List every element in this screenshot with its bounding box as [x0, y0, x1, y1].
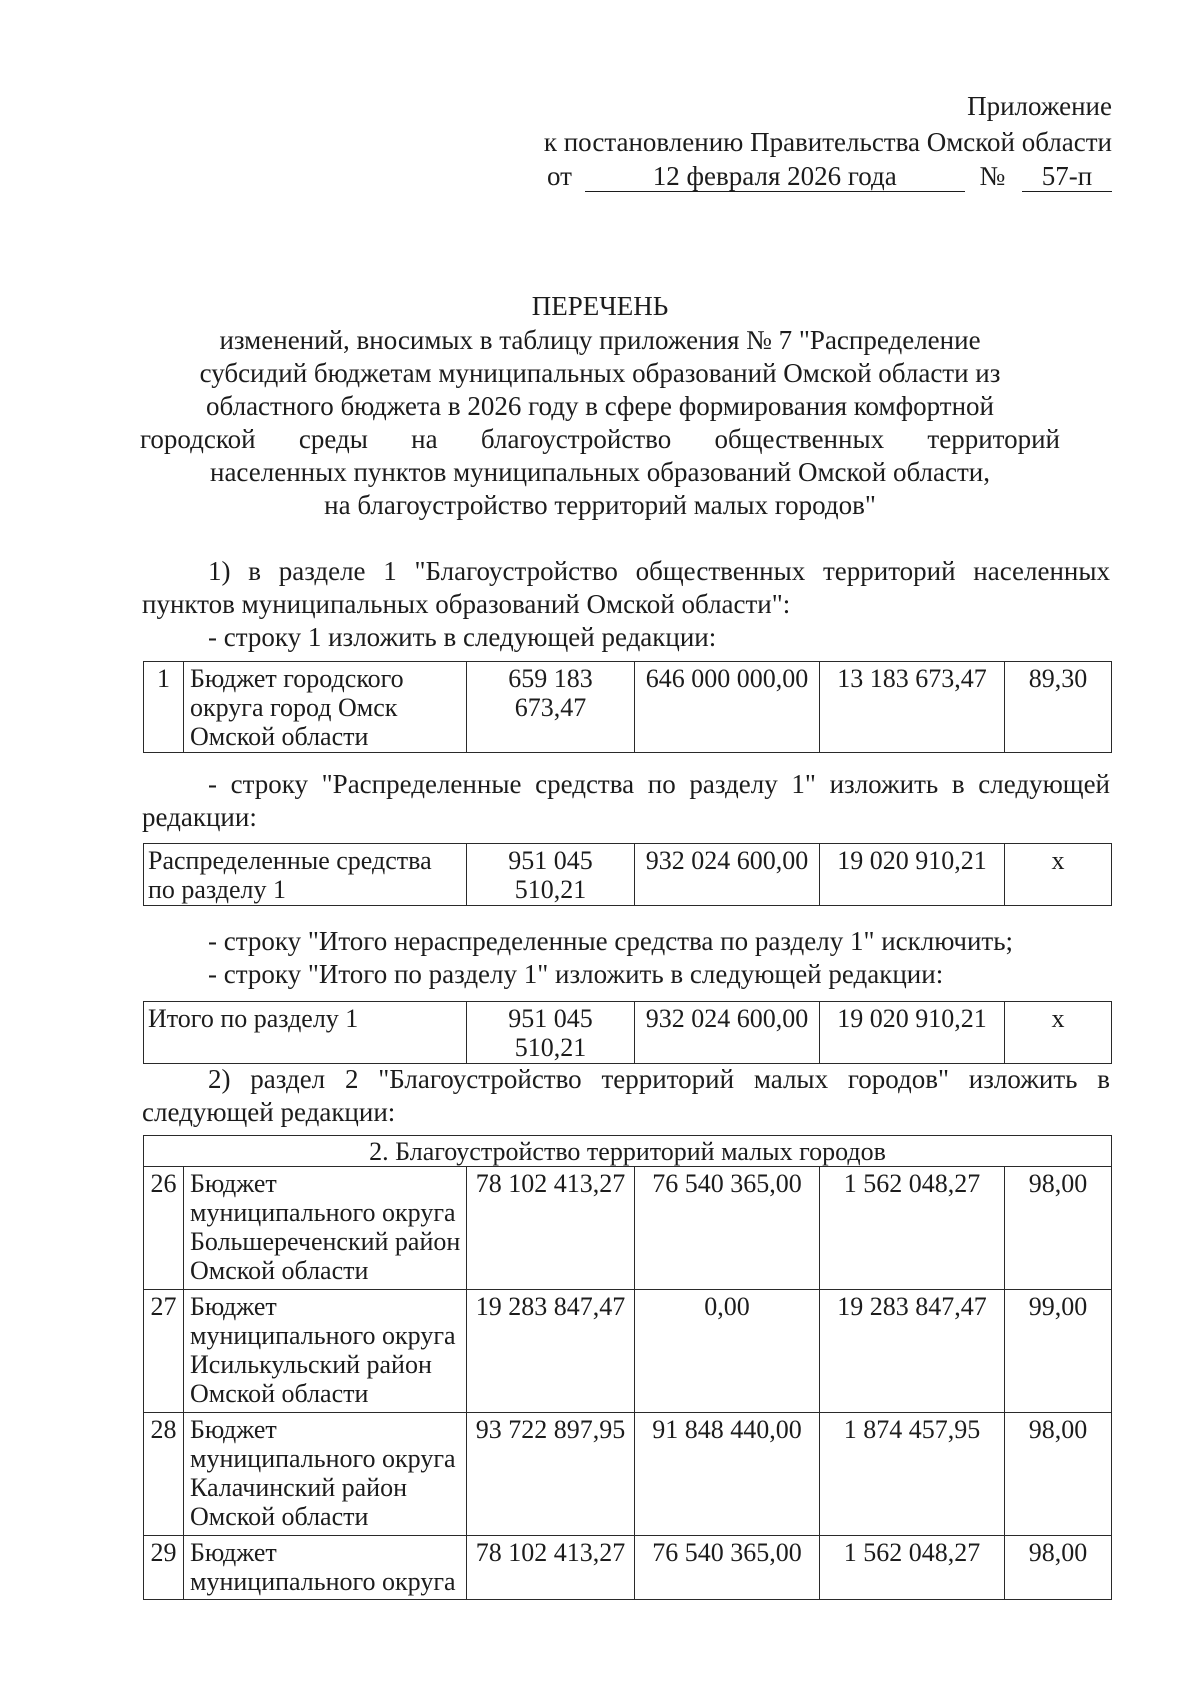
row-total: 951 045 510,21	[467, 1002, 635, 1064]
row-regional: 1 874 457,95	[820, 1413, 1005, 1536]
row-name: Бюджет муниципального округа	[184, 1536, 467, 1600]
appendix-label: Приложение	[967, 91, 1112, 121]
row-percent: 98,00	[1005, 1413, 1112, 1536]
section2-table	[143, 1135, 1112, 1600]
table-row	[144, 1290, 1112, 1413]
row-regional: 19 020 910,21	[820, 1002, 1005, 1064]
title-line-2: субсидий бюджетам муниципальных образований Омской области из	[199, 358, 1001, 388]
row-percent: x	[1005, 844, 1112, 906]
decree-number: 57-п	[1022, 161, 1112, 192]
row-percent: 98,00	[1005, 1167, 1112, 1290]
row-name: Бюджет муниципального округа Большереченский район Омской области	[184, 1167, 467, 1290]
table-row	[144, 1002, 1112, 1064]
title-line-6: на благоустройство территорий малых городов"	[324, 490, 876, 520]
section1-item-b: - строку "Распределенные средства по разделу 1" изложить в следующей	[208, 769, 1110, 799]
section1-item-c: - строку "Итого нераспределенные средства по разделу 1" исключить;	[208, 926, 1014, 956]
title-line-5: населенных пунктов муниципальных образований Омской области,	[210, 457, 990, 487]
row-number: 28	[144, 1413, 184, 1536]
decree-date: 12 февраля 2026 года	[585, 161, 965, 192]
section1-item-b-cont: редакции:	[142, 802, 257, 832]
row-name: Бюджет муниципального округа Исилькульский район Омской области	[184, 1290, 467, 1413]
number-label: №	[979, 161, 1006, 191]
row-number: 29	[144, 1536, 184, 1600]
row-total: 951 045 510,21	[467, 844, 635, 906]
row-total: 19 283 847,47	[467, 1290, 635, 1413]
row-name: Бюджет городского округа город Омск Омской области	[184, 662, 467, 753]
table-heading-row	[144, 1136, 1112, 1167]
row-federal: 0,00	[635, 1290, 820, 1413]
row-percent: 99,00	[1005, 1290, 1112, 1413]
title-line-4: городской среды на благоустройство общественных территорий	[140, 424, 1060, 454]
title-line-1: изменений, вносимых в таблицу приложения № 7 "Распределение	[219, 325, 981, 355]
row-number: 1	[144, 662, 184, 753]
row-regional: 19 283 847,47	[820, 1290, 1005, 1413]
row1-table	[143, 661, 1112, 753]
section2-intro-line2: следующей редакции:	[142, 1097, 396, 1127]
section1-item-d: - строку "Итого по разделу 1" изложить в следующей редакции:	[208, 959, 944, 989]
section2-table-heading: 2. Благоустройство территорий малых городов	[144, 1136, 1112, 1167]
row-name: Итого по разделу 1	[144, 1002, 467, 1064]
row-federal: 91 848 440,00	[635, 1413, 820, 1536]
row-regional: 13 183 673,47	[820, 662, 1005, 753]
distributed-table	[143, 843, 1112, 906]
row-regional: 1 562 048,27	[820, 1167, 1005, 1290]
row-total: 78 102 413,27	[467, 1536, 635, 1600]
row-regional: 1 562 048,27	[820, 1536, 1005, 1600]
section1-intro-line2: пунктов муниципальных образований Омской области":	[142, 589, 791, 619]
table-row	[144, 1413, 1112, 1536]
decree-date-line	[547, 158, 1112, 194]
table-row	[144, 844, 1112, 906]
row-number: 27	[144, 1290, 184, 1413]
table-row	[144, 1536, 1112, 1600]
row-total: 93 722 897,95	[467, 1413, 635, 1536]
title-line-3: областного бюджета в 2026 году в сфере формирования комфортной	[206, 391, 994, 421]
appendix-reference: к постановлению Правительства Омской области	[543, 127, 1112, 157]
row-federal: 932 024 600,00	[635, 844, 820, 906]
row-federal: 932 024 600,00	[635, 1002, 820, 1064]
row-regional: 19 020 910,21	[820, 844, 1005, 906]
row-percent: x	[1005, 1002, 1112, 1064]
section2-intro-line1: 2) раздел 2 "Благоустройство территорий малых городов" изложить в	[208, 1064, 1110, 1094]
from-label: от	[547, 161, 572, 191]
section1-intro-line1: 1) в разделе 1 "Благоустройство общественных территорий населенных	[208, 556, 1110, 586]
row-federal: 76 540 365,00	[635, 1167, 820, 1290]
document-title: ПЕРЕЧЕНЬ	[531, 291, 669, 321]
row-federal: 76 540 365,00	[635, 1536, 820, 1600]
row-total: 78 102 413,27	[467, 1167, 635, 1290]
row-total: 659 183 673,47	[467, 662, 635, 753]
row-percent: 98,00	[1005, 1536, 1112, 1600]
row-percent: 89,30	[1005, 662, 1112, 753]
table-row	[144, 662, 1112, 753]
row-name: Распределенные средства по разделу 1	[144, 844, 467, 906]
row-federal: 646 000 000,00	[635, 662, 820, 753]
total-table	[143, 1001, 1112, 1064]
row-name: Бюджет муниципального округа Калачинский район Омской области	[184, 1413, 467, 1536]
section1-item-a: - строку 1 изложить в следующей редакции:	[208, 622, 717, 652]
row-number: 26	[144, 1167, 184, 1290]
table-row	[144, 1167, 1112, 1290]
